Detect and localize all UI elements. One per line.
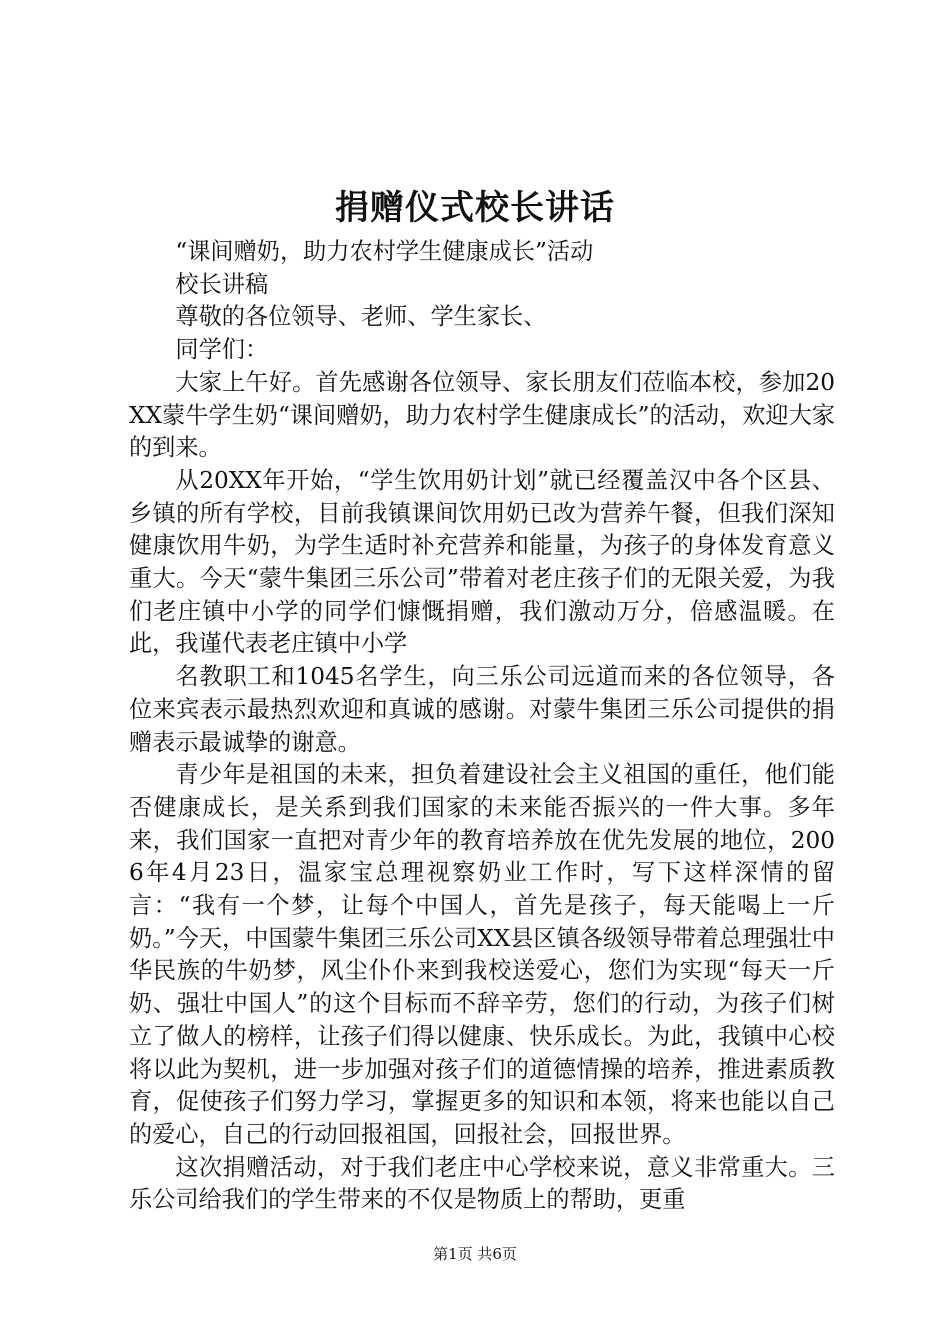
document-title: 捐赠仪式校长讲话 [335,188,615,228]
paragraph-salutation: 尊敬的各位领导、老师、学生家长、 [175,303,547,331]
paragraph-salutation-students: 同学们： [175,336,269,364]
page-number: 第1页 共6页 [433,1245,517,1263]
paragraph-thanks: 名教职工和1045名学生，向三乐公司远道而来的各位领导，各位来宾表示最热烈欢迎和真诚的感谢。对蒙牛集团三乐公司提供的捐赠表示最诚挚的谢意。 [129,663,835,756]
paragraph-youth: 青少年是祖国的未来，担负着建设社会主义祖国的重任，他们能否健康成长，是关系到我们国家的未来能否振兴的一件大事。多年来，我们国家一直把对青少年的教育培养放在优先发展的地位，2006年4月23日，温家宝总理视察奶业工作时，写下这样深情的留言：“我有一个梦，让每个中国人，首先是孩子，每天能喝上一斤奶。”今天，中国蒙牛集团三乐公司XX县区镇各级领导带着总理强壮中华民族的牛奶梦，风尘仆仆来到我校送爱心，您们为实现“每天一斤奶、强壮中国人”的这个目标而不辞辛劳，您们的行动，为孩子们树立了做人的榜样，让孩子们得以健康、快乐成长。为此，我镇中心校将以此为契机，进一步加强对孩子们的道德情操的培养，推进素质教育，促使孩子们努力学习，掌握更多的知识和本领，将来也能以自己的爱心，自己的行动回报祖国，回报社会，回报世界。 [129,761,835,1148]
paragraph-speech-label: 校长讲稿 [175,270,269,298]
paragraph-greeting: 大家上午好。首先感谢各位领导、家长朋友们莅临本校，参加20XX蒙牛学生奶“课间赠奶，助力农村学生健康成长”的活动，欢迎大家的到来。 [129,368,835,462]
document-body [129,236,835,1217]
paragraph-activity-name: “课间赠奶，助力农村学生健康成长”活动 [175,238,594,265]
paragraph-significance: 这次捐赠活动，对于我们老庄中心学校来说，意义非常重大。三乐公司给我们的学生带来的不仅是物质上的帮助，更重 [129,1153,835,1214]
paragraph-background: 从20XX年开始，“学生饮用奶计划”就已经覆盖汉中各个区县、乡镇的所有学校，目前我镇课间饮用奶已改为营养午餐，但我们深知健康饮用牛奶，为学生适时补充营养和能量，为孩子的身体发育意义重大。今天“蒙牛集团三乐公司”带着对老庄孩子们的无限关爱，为我们老庄镇中小学的同学们慷慨捐赠，我们激动万分，倍感温暖。在此，我谨代表老庄镇中小学 [129,466,835,658]
